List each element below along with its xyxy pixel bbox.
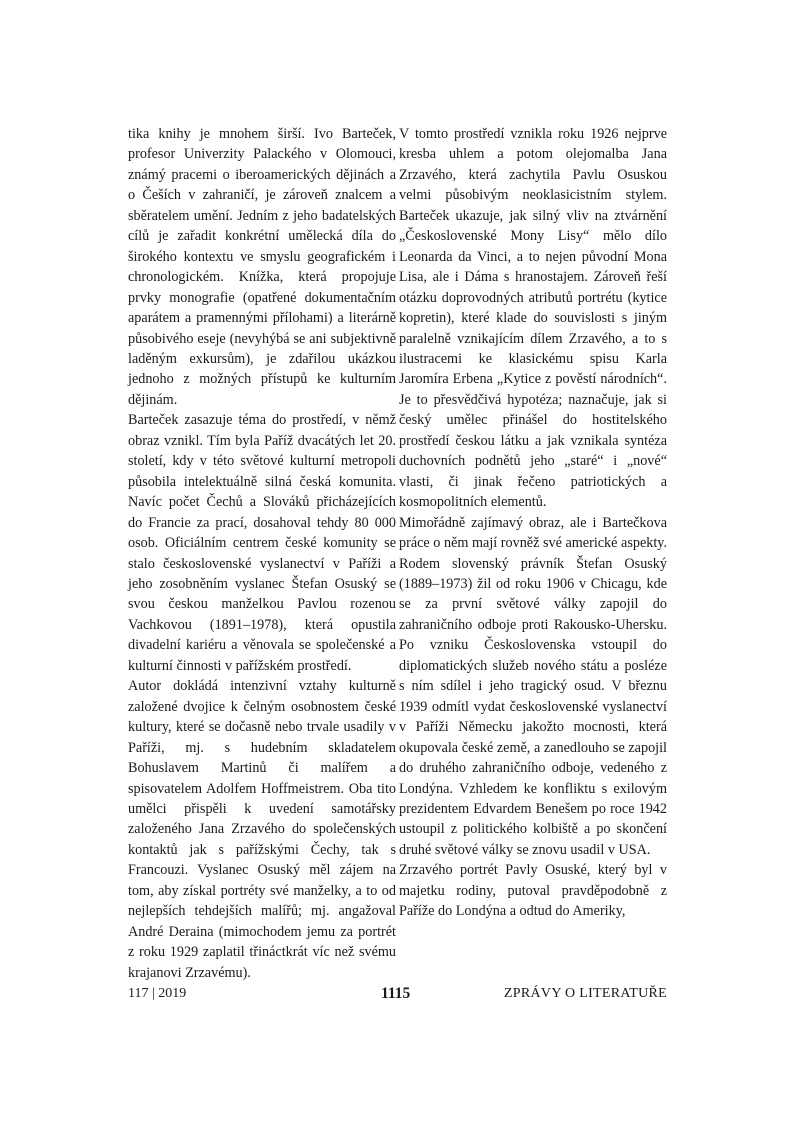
- page-footer: [128, 986, 667, 1008]
- journal-title: ZPRÁVY O LITERATUŘE: [503, 986, 667, 1001]
- article-left-column: [128, 124, 396, 983]
- issue-label: 117 | 2019: [128, 986, 187, 1001]
- paragraph: Autor dokládá intenzivní vztahy kulturně založené dvojice k čelným osobnostem české kultury, které se dočasně nebo trvale usadily v Paříži, mj. s hudebním skladatelem Bohuslavem Martinů či malířem a spisovatelem Adolfem Hoffmeistrem. Oba tito umělci přispěli k uvedení samotářsky založeného Jana Zrzavého do společenských kontaktů jak s pařížskými Čechy, tak s Francouzi. Vyslanec Osuský měl zájem na tom, aby získal portréty své manželky, a to od nejlepších tehdejších malířů; mj. angažoval André Deraina (mimochodem jemu za portrét z roku 1929 zaplatil třináctkrát víc než svému krajanovi Zrzavému).: [128, 678, 396, 981]
- paragraph: tika knihy je mnohem širší. Ivo Barteček, profesor Univerzity Palackého v Olomouci, známý pracemi o iberoamerických dějinách a o Češích v zahraničí, je zároveň znalcem a sběratelem umění. Jedním z jeho badatelských cílů je zařadit konkrétní umělecká díla do širokého kontextu ve smyslu geografickém i chronologickém. Knížka, která propojuje prvky monografie (opatřené dokumentačním aparátem a pramennými přílohami) a literárně působivého eseje (nevyhýbá se ani subjektivně laděným exkursům), je zdařilou ukázkou jednoho z možných přístupů ke kulturním dějinám.: [128, 126, 396, 408]
- article-right-column: [399, 124, 667, 922]
- paragraph: Mimořádně zajímavý obraz, ale i Bartečkova práce o něm mají rovněž své americké aspekty. Rodem slovenský právník Štefan Osuský (1889–1973) žil od roku 1906 v Chicagu, kde se za první světové války zapojil do zahraničního odboje proti Rakousko-Uhersku. Po vzniku Československa vstoupil do diplomatických služeb nového státu a posléze s ním sdílel i jeho tragický osud. V březnu 1939 odmítl vydat československé vyslanectví v Paříži Německu jakožto mocnosti, která okupovala české země, a zanedlouho se zapojil do druhého zahraničního odboje, vedeného z Londýna. Vzhledem ke konfliktu s exilovým prezidentem Edvardem Benešem po roce 1942 ustoupil z politického kolbiště a po skončení druhé světové války se znovu usadil v USA.: [399, 514, 667, 858]
- paragraph: Zrzavého portrét Pavly Osuské, který byl v majetku rodiny, putoval pravděpodobně z Paříže do Londýna a odtud do Ameriky,: [399, 862, 667, 920]
- page-number: 1115: [381, 985, 411, 1002]
- paragraph: V tomto prostředí vznikla roku 1926 nejprve kresba uhlem a potom olejomalba Jana Zrzavého, která zachytila Pavlu Osuskou velmi působivým neoklasicistním stylem. Barteček ukazuje, jak silný vliv na ztvárnění „Československé Mony Lisy“ mělo dílo Leonarda da Vinci, a to nejen původní Mona Lisa, ale i Dáma s hranostajem. Zároveň řeší otázku doprovodných atributů portrétu (kytice kopretin), které klade do souvislosti s jiným paralelně vznikajícím dílem Zrzavého, a to s ilustracemi ke klasickému spisu Karla Jaromíra Erbena „Kytice z pověstí národních“. Je to přesvědčivá hypotéza; naznačuje, jak si český umělec přinášel do hostitelského prostředí českou látku a jak vznikala syntéza duchovních podnětů jeho „staré“ i „nové“ vlasti, či jinak řečeno patriotických a kosmopolitních elementů.: [399, 126, 667, 511]
- paragraph: Barteček zasazuje téma do prostředí, v němž obraz vznikl. Tím byla Paříž dvacátých let 20. století, kdy v této světové kulturní metropoli působila intelektuálně silná česká komunita. Navíc počet Čechů a Slováků přicházejících do Francie za prací, dosahoval tehdy 80 000 osob. Oficiálním centrem české komunity se stalo československé vyslanectví v Paříži a jeho zosobněním vyslanec Štefan Osuský se svou českou manželkou Pavlou rozenou Vachkovou (1891–1978), která opustila divadelní kariéru a věnovala se společenské a kulturní činnosti v pařížském prostředí.: [128, 412, 396, 674]
